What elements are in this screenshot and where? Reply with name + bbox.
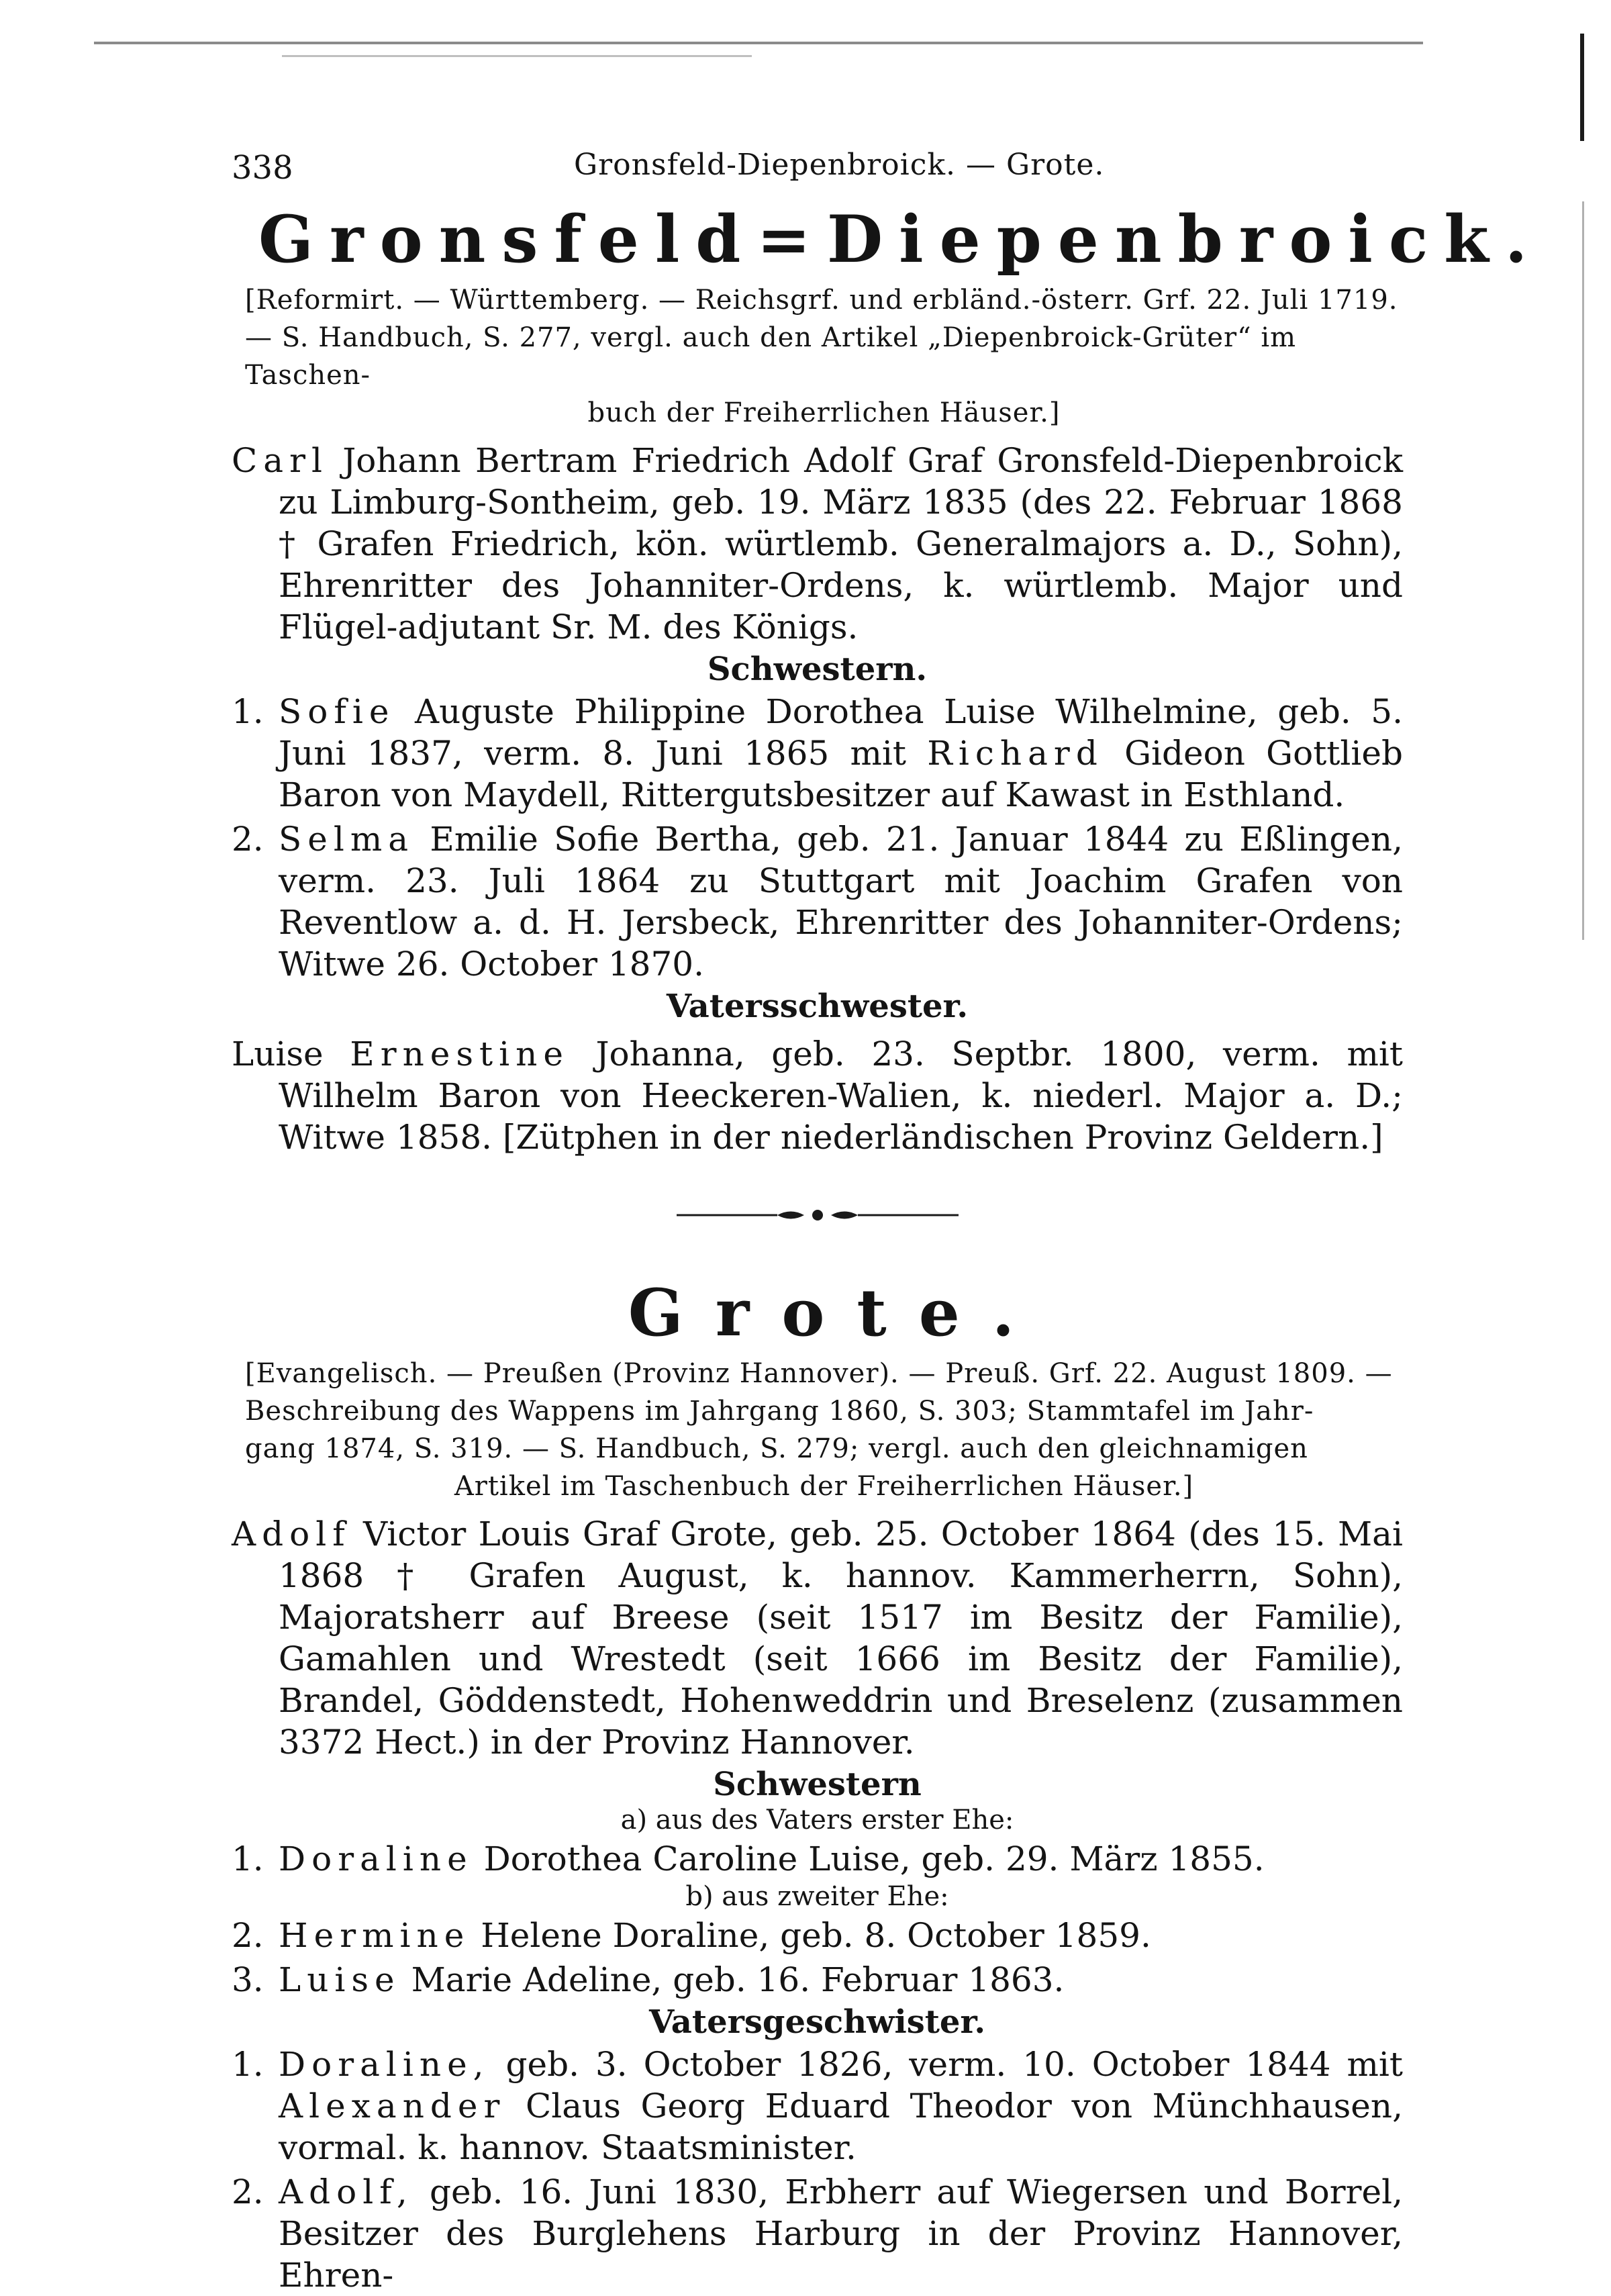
- page-edge-line-lower: [1582, 201, 1584, 940]
- entry-forename: Sofie: [279, 692, 395, 731]
- section-title-grote: Grote.: [628, 1275, 1047, 1351]
- entry-forename: Luise: [279, 1960, 401, 1999]
- entry-text: Dorothea Caroline Luise, geb. 29. März 1855.: [483, 1839, 1265, 1878]
- entry-number: 3.: [232, 1960, 264, 1999]
- sister-entry: [232, 1915, 1403, 1956]
- note-line: [Reformirt. — Württemberg. — Reichsgrf. und erbländ.-österr. Grf. 22. Juli 1719.: [245, 285, 1398, 316]
- entry-text: Helene Doraline, geb. 8. October 1859.: [481, 1916, 1151, 1955]
- entry-forename: Selma: [279, 820, 415, 859]
- grote-note: [232, 1355, 1403, 1505]
- entry-text: Marie Adeline, geb. 16. Februar 1863.: [411, 1960, 1065, 1999]
- sister-entry: [232, 1838, 1403, 1880]
- note-line: Beschreibung des Wappens im Jahrgang 1860, S. 303; Stammtafel im Jahr-: [245, 1396, 1314, 1427]
- aunt-text: Johanna, geb. 23. Septbr. 1800, verm. mit Wilhelm Baron von Heeckeren-Walien, k. niederl. Major a. D.; Witwe 1858. [Zütphen in der niederländischen Provinz Geldern.]: [279, 1035, 1403, 1157]
- gronsfeld-head-entry: [232, 440, 1403, 648]
- entry-number: 1.: [232, 2045, 264, 2084]
- grote-head-entry: [232, 1513, 1403, 1763]
- page-edge-line: [1580, 34, 1584, 141]
- grote-uncles-heading: Vatersgeschwister.: [648, 2003, 986, 2041]
- scan-smudge-top: [94, 42, 1423, 44]
- aunt-spaced-name: Ernestine: [350, 1035, 569, 1073]
- entry-text: Gideon Gottlieb Baron von Maydell, Rittergutsbesitzer auf Kawast in Esthland.: [279, 734, 1403, 814]
- note-line: buch der Freiherrlichen Häuser.]: [587, 397, 1061, 428]
- head-text: Victor Louis Graf Grote, geb. 25. October 1864 (des 15. Mai 1868 † Grafen August, k. hannov. Kammerherrn, Sohn), Majoratsherr auf Breese (seit 1517 im Besitz der Familie), Gamahlen und Wrestedt (seit 1666 im Besitz der Familie), Brandel, Göddenstedt, Hohenweddrin und Breselenz (zusammen 3372 Hect.) in der Provinz Hannover.: [279, 1515, 1403, 1762]
- entry-forename: Hermine: [279, 1916, 471, 1955]
- gronsfeld-aunt-heading: Vatersschwester.: [666, 988, 969, 1025]
- head-forename: Carl: [232, 441, 328, 480]
- note-line: [Evangelisch. — Preußen (Provinz Hannover). — Preuß. Grf. 22. August 1809. —: [245, 1358, 1393, 1389]
- head-forename: Adolf: [232, 1515, 351, 1553]
- section-title-gronsfeld: Gronsfeld=Diepenbroick.: [258, 201, 1544, 277]
- grote-first-marriage-label: a) aus des Vaters erster Ehe:: [620, 1805, 1014, 1835]
- entry-text: Auguste Philippine Dorothea Luise Wilhelmine, geb. 5. Juni 1837, verm. 8. Juni 1865 mit: [279, 692, 1403, 773]
- sister-entry: [232, 1959, 1403, 2001]
- note-line: — S. Handbuch, S. 277, vergl. auch den Artikel „Diepenbroick-Grüter“ im Taschen-: [245, 322, 1297, 391]
- entry-spaced-name: Richard: [927, 734, 1104, 773]
- sibling-entry: [232, 818, 1403, 985]
- entry-forename: Doraline,: [279, 2045, 490, 2084]
- page-number: 338: [232, 149, 293, 187]
- running-header: [232, 141, 1403, 201]
- entry-text: Claus Georg Eduard Theodor von Münchhausen, vormal. k. hannov. Staatsminister.: [279, 2087, 1403, 2167]
- entry-spaced-name: Alexander: [279, 2087, 506, 2125]
- note-line: Artikel im Taschenbuch der Freiherrlichen Häuser.]: [454, 1471, 1194, 1502]
- entry-text: geb. 3. October 1826, verm. 10. October 1844 mit: [505, 2045, 1403, 2084]
- entry-number: 2.: [232, 820, 264, 859]
- running-title: Gronsfeld-Diepenbroick. — Grote.: [574, 148, 1105, 182]
- grote-second-marriage-label: b) aus zweiter Ehe:: [685, 1881, 949, 1912]
- divider-ornament-icon: [677, 1205, 959, 1225]
- section-divider-ornament: [232, 1205, 1403, 1228]
- scan-smudge-top-2: [282, 55, 752, 57]
- entry-number: 2.: [232, 2172, 264, 2211]
- entry-text: geb. 16. Juni 1830, Erbherr auf Wiegersen und Borrel, Besitzer des Burglehens Harburg in der Provinz Hannover, Ehren-: [279, 2172, 1403, 2295]
- note-line: gang 1874, S. 319. — S. Handbuch, S. 279; vergl. auch den gleichnamigen: [245, 1433, 1308, 1464]
- uncle-entry: [232, 2171, 1403, 2296]
- entry-number: 1.: [232, 1839, 264, 1878]
- gronsfeld-note: [232, 281, 1403, 432]
- entry-number: 2.: [232, 1916, 264, 1955]
- entry-number: 1.: [232, 692, 264, 731]
- entry-forename: Adolf,: [279, 2172, 413, 2211]
- page-column: [232, 141, 1544, 2296]
- sibling-entry: [232, 691, 1403, 816]
- gronsfeld-siblings-heading: Schwestern.: [707, 651, 928, 688]
- head-text: Johann Bertram Friedrich Adolf Graf Gronsfeld-Diepenbroick zu Limburg-Sontheim, geb. 19. März 1835 (des 22. Februar 1868 † Grafen Friedrich, kön. würtlemb. Generalmajors a. D., Sohn), Ehrenritter des Johanniter-Ordens, k. würtlemb. Major und Flügel-adjutant Sr. M. des Königs.: [279, 441, 1403, 647]
- gronsfeld-aunt-entry: [232, 1033, 1403, 1158]
- entry-forename: Doraline: [279, 1839, 473, 1878]
- aunt-forename: Luise: [232, 1035, 324, 1073]
- entry-text: Emilie Sofie Bertha, geb. 21. Januar 1844 zu Eßlingen, verm. 23. Juli 1864 zu Stuttgart mit Joachim Grafen von Reventlow a. d. H. Jersbeck, Ehrenritter des Johanniter-Ordens; Witwe 26. October 1870.: [279, 820, 1403, 984]
- grote-siblings-heading: Schwestern: [713, 1766, 922, 1803]
- uncle-entry: [232, 2044, 1403, 2168]
